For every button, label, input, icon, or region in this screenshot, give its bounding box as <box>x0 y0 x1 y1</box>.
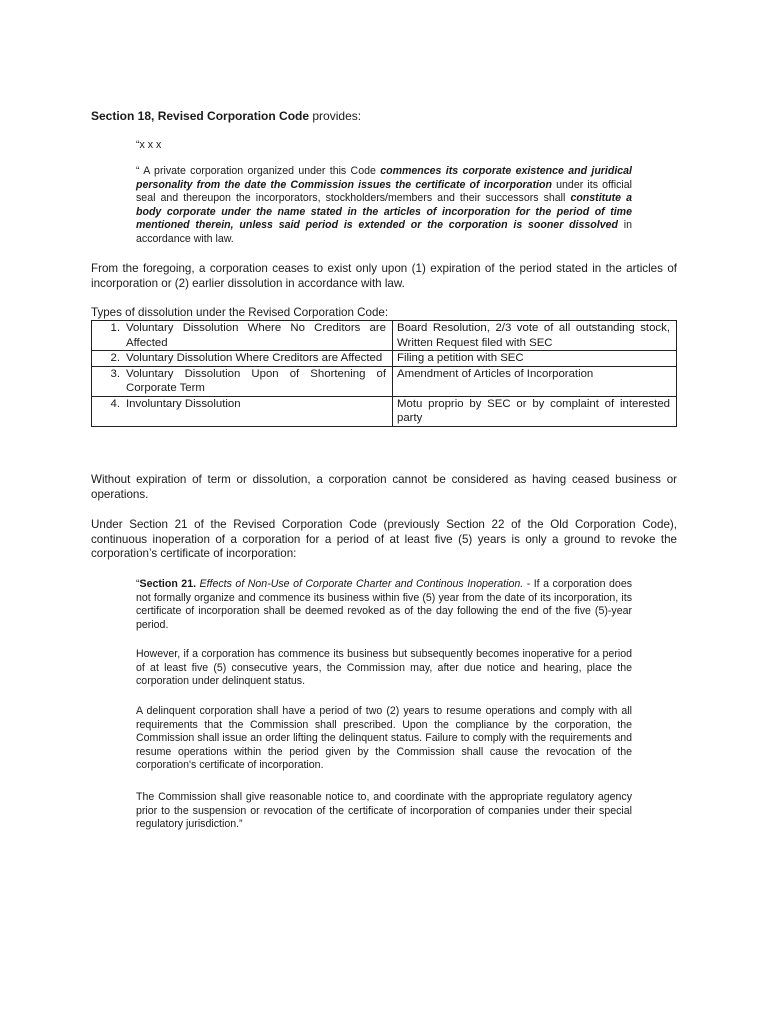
section21-quote-p4: The Commission shall give reasonable notice to, and coordinate with the appropriate regulatory agency prior to the suspension or revocation of the certificate of incorporation of companies under their special regulatory jurisdiction.” <box>136 791 632 831</box>
section21-label: Section 21. <box>139 578 197 590</box>
table-row <box>92 321 677 351</box>
requirement-text: Filing a petition with SEC <box>397 352 524 364</box>
paragraph-without: Without expiration of term or dissolution, a corporation cannot be considered as having ceased business or operations. <box>91 473 677 501</box>
quote-xxx: “x x x <box>136 139 162 151</box>
section-heading <box>91 109 361 123</box>
dissolution-type-cell <box>92 396 393 426</box>
dissolution-table-body <box>92 321 677 427</box>
quote-emphasis-2: constitute a body corporate under the name stated in the articles of incorporation for the period of time mentioned therein, unless said period is extended or the corporation is sooner dissolved <box>136 192 632 232</box>
dissolution-type-cell <box>92 321 393 351</box>
section21-quote-p3: A delinquent corporation shall have a period of two (2) years to resume operations and comply with all requirements that the Commission shall prescribed. Upon the compliance by the corporation, the Commission shall issue an order lifting the delinquent status. Failure to comply with the requirements and resume operations within the period given by the Commission shall cause the revocation of the corporation's certificate of incorporation. <box>136 705 632 772</box>
heading-bold: Section 18, Revised Corporation Code <box>91 109 310 123</box>
table-row <box>92 366 677 396</box>
dissolution-type: Involuntary Dissolution <box>126 397 241 410</box>
row-number: 2. <box>110 352 120 364</box>
section21-quote-p2: However, if a corporation has commence its business but subsequently becomes inoperative for a period of at least five (5) consecutive years, the Commission may, after due notice and hearing, place the corporation under delinquent status. <box>136 648 632 688</box>
dissolution-type-cell <box>92 351 393 367</box>
dissolution-type-cell <box>92 366 393 396</box>
dissolution-type: Voluntary Dissolution Where Creditors are Affected <box>126 352 383 364</box>
section21-title: Effects of Non-Use of Corporate Charter and Continous Inoperation. <box>196 578 524 590</box>
requirement-cell <box>393 366 677 396</box>
section21-text-1: - If a corporation does not formally organize and commence its business within five (5) year from the date of its incorporation, its certificate of incorporation shall be deemed revoked as of the day following the end of the five (5)-year period. <box>136 578 633 631</box>
requirement-cell <box>393 351 677 367</box>
row-number: 1. <box>110 322 120 334</box>
dissolution-type: Voluntary Dissolution Upon of Shortening of Corporate Term <box>126 367 386 394</box>
quote-emphasis-1: commences its corporate existence and juridical personality from the date the Commission issues the certificate of incorporation <box>136 165 633 191</box>
row-number: 4. <box>110 397 120 410</box>
dissolution-type: Voluntary Dissolution Where No Creditors are Affected <box>126 322 386 349</box>
dissolution-table <box>91 320 677 427</box>
quote-text-1: “ A private corporation organized under this Code <box>136 165 381 177</box>
row-number: 3. <box>110 367 120 380</box>
paragraph-foregoing: From the foregoing, a corporation ceases to exist only upon (1) expiration of the period stated in the articles of incorporation or (2) earlier dissolution in accordance with law. <box>91 262 677 290</box>
requirement-cell <box>393 396 677 426</box>
paragraph-under: Under Section 21 of the Revised Corporation Code (previously Section 22 of the Old Corporation Code), continuous inoperation of a corporation for a period of at least five (5) years is only a ground to revoke the corporation’s certificate of incorporation: <box>91 518 677 560</box>
section18-quote <box>136 165 632 247</box>
section21-quote-p1 <box>136 578 632 632</box>
requirement-cell <box>393 321 677 351</box>
table-row <box>92 351 677 367</box>
requirement-text: Amendment of Articles of Incorporation <box>397 367 594 380</box>
table-row <box>92 396 677 426</box>
requirement-text: Board Resolution, 2/3 vote of all outstanding stock, Written Request filed with SEC <box>397 322 670 349</box>
requirement-text: Motu proprio by SEC or by complaint of interested party <box>397 397 670 424</box>
quote-text-2: under its official seal and thereupon the incorporators, stockholders/members and their successors shall <box>136 178 632 205</box>
open-quote: “ <box>136 578 140 590</box>
table-caption: Types of dissolution under the Revised Corporation Code: <box>91 306 389 319</box>
heading-rest: provides: <box>309 109 362 123</box>
quote-text-3: in accordance with law. <box>136 219 632 245</box>
